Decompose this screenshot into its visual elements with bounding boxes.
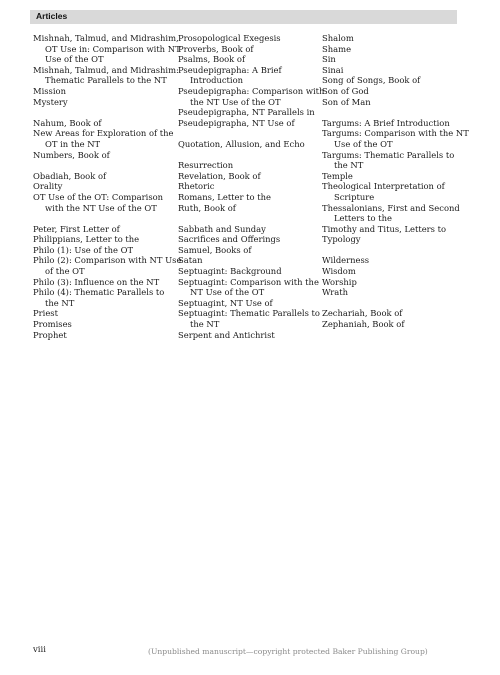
index-entry: Pseudepigrapha, NT Parallels in [178,107,315,118]
spacer [33,160,173,171]
spacer [322,107,462,118]
section-header-bar [30,10,457,24]
index-entry: the NT [190,319,220,330]
index-entry: Philo (2): Comparison with NT Use [33,255,182,266]
index-entry: Use of the OT [334,138,393,149]
index-entry: Priest [33,308,58,319]
index-entry: Wrath [322,287,348,298]
spacer [322,298,462,309]
index-entry: Psalms, Book of [178,54,246,65]
index-entry: Mission [33,85,66,96]
index-entry: Romans, Letter to the [178,191,271,202]
index-entry: Pseudepigrapha, NT Use of [178,117,295,128]
index-entry: Scripture [334,191,375,202]
index-entry: Satan [178,255,203,266]
index-entry: Son of Man [322,96,371,107]
index-entry: Temple [322,170,353,181]
index-entry: Nahum, Book of [33,117,102,128]
index-entry: Philo (3): Influence on the NT [33,276,160,287]
index-entry: Zephaniah, Book of [322,319,405,330]
index-entry: Targums: Thematic Parallels to [322,149,455,160]
index-entry: Peter, First Letter of [33,223,120,234]
index-entry: Rhetoric [178,181,215,192]
index-entry: Sin [322,54,336,65]
index-entry: Mishnah, Talmud, and Midrashim: [33,64,179,75]
index-entry: NT Use of the OT [190,287,265,298]
index-entry: Timothy and Titus, Letters to [322,223,447,234]
index-entry: Introduction [190,75,244,86]
index-entry: Sinai [322,64,344,75]
index-entry: Targums: A Brief Introduction [322,117,450,128]
index-entry: Ruth, Book of [178,202,236,213]
spacer [33,107,173,118]
index-entry: OT Use in: Comparison with NT [45,43,181,54]
index-entry: OT Use of the OT: Comparison [33,191,164,202]
index-entry: Samuel, Books of [178,244,252,255]
index-entry: Septuagint: Background [178,266,282,277]
index-entry: Son of God [322,85,369,96]
index-entry: Use of the OT [45,54,104,65]
index-entry: of the OT [45,266,85,277]
index-entry: Worship [322,276,357,287]
index-entry: Mystery [33,96,68,107]
index-entry: Zechariah, Book of [322,308,403,319]
index-column-1 [33,33,182,340]
index-entry: Philippians, Letter to the [33,234,140,245]
index-entry: Philo (1): Use of the OT [33,244,134,255]
index-entry: Revelation, Book of [178,170,261,181]
index-entry: the NT Use of the OT [190,96,281,107]
index-entry: Septuagint: Thematic Parallels to [178,308,320,319]
index-entry: Sacrifices and Offerings [178,234,281,245]
index-entry: Quotation, Allusion, and Echo [178,138,305,149]
index-entry: Philo (4): Thematic Parallels to [33,287,165,298]
index-entry: Thematic Parallels to the NT [45,75,167,86]
index-entry: Theological Interpretation of [322,181,445,192]
index-entry: the NT [334,160,364,171]
index-entry: Mishnah, Talmud, and Midrashim, [33,33,179,43]
index-entry: Shame [322,43,352,54]
index-entry: Pseudepigrapha: A Brief [178,64,282,75]
index-entry: Pseudepigrapha: Comparison with [178,85,325,96]
index-entry: Prophet [33,329,67,340]
index-entry: the NT [45,297,75,308]
index-entry: New Areas for Exploration of the [33,128,174,139]
index-column-3 [322,33,469,330]
index-entry: Typology [322,234,361,245]
index-entry: Targums: Comparison with the NT [322,128,469,139]
spacer [322,245,462,256]
index-entry: Serpent and Antichrist [178,329,275,340]
index-entry: Letters to the [334,213,392,224]
index-entry: Shalom [322,33,354,43]
index-entry: Septuagint: Comparison with the [178,276,319,287]
index-entry: with the NT Use of the OT [45,202,157,213]
index-entry: Thessalonians, First and Second [322,202,460,213]
index-entry: Obadiah, Book of [33,170,107,181]
index-entry: Song of Songs, Book of [322,75,421,86]
index-column-2 [178,33,325,340]
index-entry: Promises [33,319,72,330]
index-entry: Prosopological Exegesis [178,33,281,43]
index-entry: Wisdom [322,266,356,277]
index-entry: Resurrection [178,160,234,171]
spacer [178,213,318,224]
index-entry: Orality [33,181,63,192]
index-entry: Sabbath and Sunday [178,223,266,234]
spacer [178,128,318,139]
section-title: Articles [36,11,68,21]
index-entry: Wilderness [322,255,370,266]
copyright-footer: (Unpublished manuscript—copyright protected Baker Publishing Group) [148,647,428,656]
index-entry: OT in the NT [45,138,101,149]
spacer [178,150,318,161]
page-number: viii [33,645,46,655]
index-entry: Proverbs, Book of [178,43,254,54]
index-entry: Septuagint, NT Use of [178,297,273,308]
index-entry: Numbers, Book of [33,149,110,160]
spacer [33,213,173,224]
